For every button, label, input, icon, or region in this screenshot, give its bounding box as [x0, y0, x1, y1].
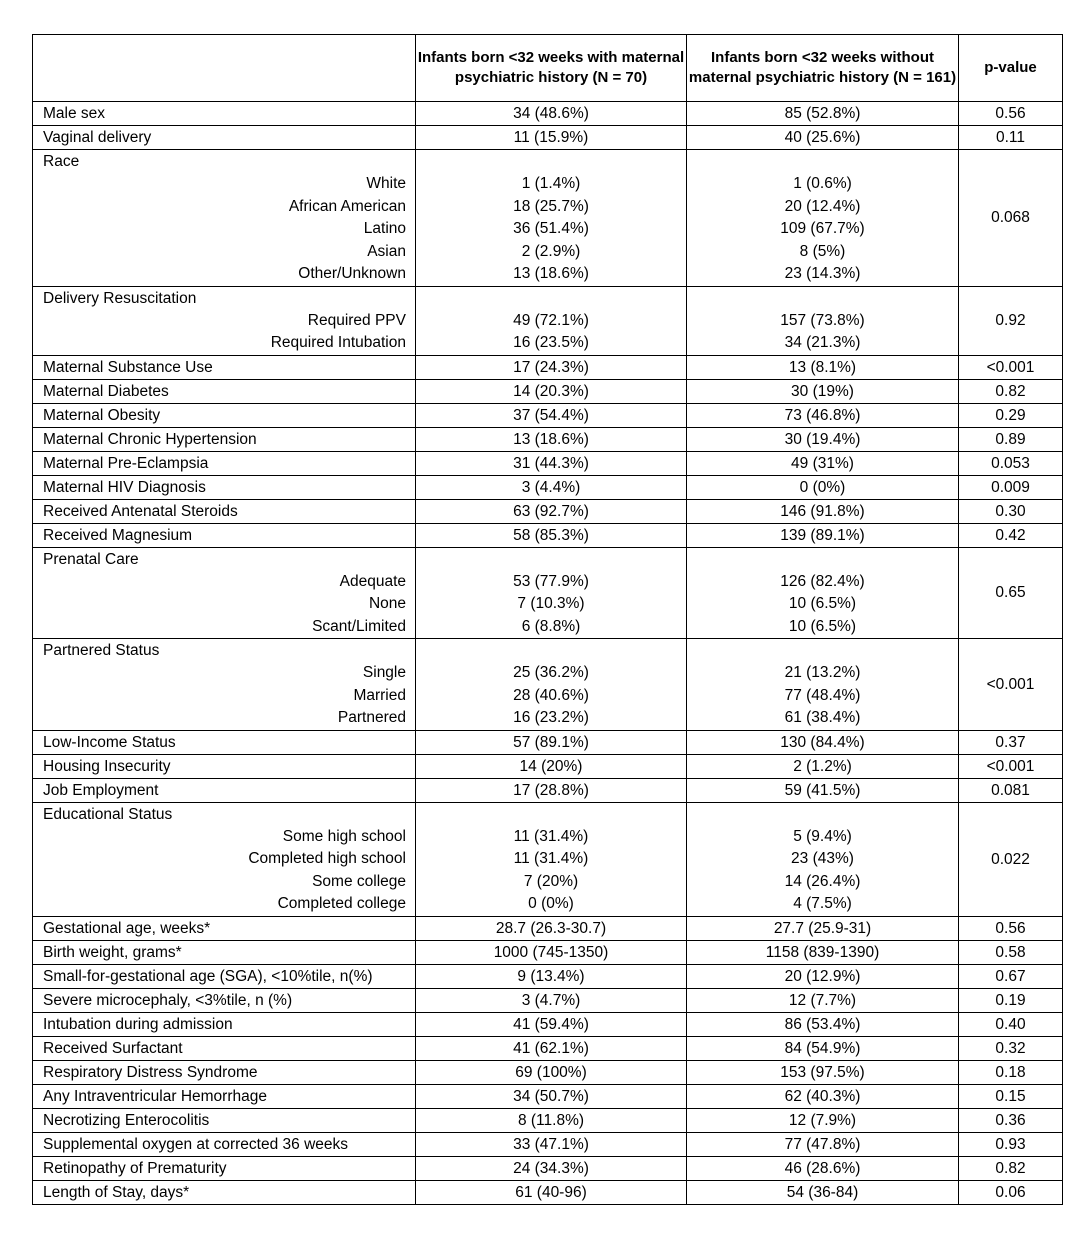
- table-row-group: [33, 547, 1063, 639]
- table-row: [33, 754, 1063, 778]
- table-row: [33, 1036, 1063, 1060]
- subcategory-label: Single: [362, 664, 406, 681]
- p-value-cell: 0.93: [959, 1132, 1063, 1156]
- with-history-cell: 31 (44.3%): [416, 451, 687, 475]
- row-label-cell: Severe microcephaly, <3%tile, n (%): [33, 988, 416, 1012]
- without-history-cell: 86 (53.4%): [687, 1012, 959, 1036]
- without-history-cell: [687, 286, 959, 355]
- p-value-cell: 0.32: [959, 1036, 1063, 1060]
- group-label: Educational Status: [43, 805, 173, 823]
- subcategory-label: African American: [288, 197, 406, 215]
- with-history-cell: 17 (24.3%): [416, 355, 687, 379]
- with-history-value: 16 (23.2%): [513, 709, 589, 726]
- without-history-cell: 46 (28.6%): [687, 1156, 959, 1180]
- without-history-value: 10 (6.5%): [788, 617, 857, 635]
- p-value-cell: 0.068: [959, 150, 1063, 287]
- p-value-cell: 0.009: [959, 475, 1063, 499]
- p-value-cell: <0.001: [959, 639, 1063, 731]
- with-history-cell: 57 (89.1%): [416, 730, 687, 754]
- row-label-cell: Maternal Pre-Eclampsia: [33, 451, 416, 475]
- row-label-cell: Length of Stay, days*: [33, 1180, 416, 1204]
- without-history-cell: 2 (1.2%): [687, 754, 959, 778]
- without-history-value: 14 (26.4%): [784, 872, 861, 890]
- without-history-cell: 62 (40.3%): [687, 1084, 959, 1108]
- row-label-cell: Intubation during admission: [33, 1012, 416, 1036]
- row-label-cell: [33, 547, 416, 639]
- group-spacer: [416, 150, 686, 173]
- without-history-cell: 12 (7.7%): [687, 988, 959, 1012]
- with-history-cell: 37 (54.4%): [416, 403, 687, 427]
- table-row: [33, 499, 1063, 523]
- without-history-cell: 85 (52.8%): [687, 102, 959, 126]
- group-spacer: [416, 639, 686, 662]
- without-history-cell: [687, 547, 959, 639]
- without-history-cell: 30 (19.4%): [687, 427, 959, 451]
- group-spacer: [687, 639, 958, 662]
- header-empty-cell: [33, 35, 416, 102]
- p-value-cell: 0.11: [959, 126, 1063, 150]
- table-row: [33, 475, 1063, 499]
- table-row: [33, 1012, 1063, 1036]
- group-spacer: [416, 287, 686, 310]
- with-history-value: 7 (10.3%): [517, 595, 585, 612]
- p-value-cell: 0.15: [959, 1084, 1063, 1108]
- without-history-cell: 49 (31%): [687, 451, 959, 475]
- p-value-cell: <0.001: [959, 355, 1063, 379]
- row-label-cell: [33, 639, 416, 731]
- with-history-value: 53 (77.9%): [513, 572, 589, 590]
- p-value-cell: 0.56: [959, 916, 1063, 940]
- p-value-cell: 0.89: [959, 427, 1063, 451]
- subcategory-label: Adequate: [339, 572, 406, 590]
- row-label-cell: Job Employment: [33, 778, 416, 802]
- row-label-cell: Gestational age, weeks*: [33, 916, 416, 940]
- without-history-value: 4 (7.5%): [793, 895, 852, 912]
- subcategory-label: Latino: [363, 220, 406, 237]
- without-history-cell: 20 (12.9%): [687, 964, 959, 988]
- without-history-cell: 54 (36-84): [687, 1180, 959, 1204]
- with-history-value: 25 (36.2%): [513, 664, 589, 681]
- without-history-value: 126 (82.4%): [780, 572, 865, 590]
- with-history-cell: [416, 547, 687, 639]
- with-history-cell: 69 (100%): [416, 1060, 687, 1084]
- without-history-cell: [687, 150, 959, 287]
- with-history-cell: 8 (11.8%): [416, 1108, 687, 1132]
- table-row: [33, 427, 1063, 451]
- header-row: [33, 35, 1063, 102]
- table-row: [33, 1132, 1063, 1156]
- without-history-value: 21 (13.2%): [784, 664, 861, 681]
- p-value-cell: 0.37: [959, 730, 1063, 754]
- without-history-value: 157 (73.8%): [780, 311, 865, 329]
- row-label-cell: Retinopathy of Prematurity: [33, 1156, 416, 1180]
- p-value-cell: 0.82: [959, 379, 1063, 403]
- without-history-value: 10 (6.5%): [788, 595, 857, 612]
- without-history-value: 1 (0.6%): [793, 175, 852, 192]
- without-history-value: 23 (43%): [791, 850, 854, 867]
- with-history-value: 36 (51.4%): [513, 220, 589, 237]
- without-history-cell: 12 (7.9%): [687, 1108, 959, 1132]
- p-value-cell: 0.18: [959, 1060, 1063, 1084]
- subcategory-label: None: [368, 595, 406, 612]
- without-history-cell: 73 (46.8%): [687, 403, 959, 427]
- group-spacer: [687, 287, 958, 310]
- with-history-cell: 41 (59.4%): [416, 1012, 687, 1036]
- without-history-cell: 84 (54.9%): [687, 1036, 959, 1060]
- with-history-cell: 24 (34.3%): [416, 1156, 687, 1180]
- with-history-value: 11 (31.4%): [513, 827, 589, 845]
- row-label-cell: Received Magnesium: [33, 523, 416, 547]
- without-history-cell: 153 (97.5%): [687, 1060, 959, 1084]
- p-value-cell: 0.92: [959, 286, 1063, 355]
- table-row-group: [33, 639, 1063, 731]
- table-row: [33, 940, 1063, 964]
- with-history-cell: 3 (4.4%): [416, 475, 687, 499]
- p-value-cell: 0.56: [959, 102, 1063, 126]
- with-history-cell: 9 (13.4%): [416, 964, 687, 988]
- table-row: [33, 916, 1063, 940]
- subcategory-label: Scant/Limited: [312, 617, 406, 635]
- with-history-value: 13 (18.6%): [513, 265, 589, 282]
- with-history-cell: 14 (20.3%): [416, 379, 687, 403]
- p-value-cell: 0.081: [959, 778, 1063, 802]
- table-row: [33, 355, 1063, 379]
- with-history-cell: [416, 802, 687, 916]
- group-label: Partnered Status: [43, 642, 160, 659]
- row-label-cell: Small-for-gestational age (SGA), <10%tile, n(%): [33, 964, 416, 988]
- p-value-cell: <0.001: [959, 754, 1063, 778]
- group-spacer: [416, 803, 686, 826]
- with-history-cell: 34 (48.6%): [416, 102, 687, 126]
- without-history-cell: 59 (41.5%): [687, 778, 959, 802]
- table-header: [33, 35, 1063, 102]
- p-value-cell: 0.19: [959, 988, 1063, 1012]
- row-label-cell: Maternal Substance Use: [33, 355, 416, 379]
- group-spacer: [687, 150, 958, 173]
- p-value-cell: 0.82: [959, 1156, 1063, 1180]
- without-history-value: 77 (48.4%): [784, 686, 861, 704]
- with-history-cell: 63 (92.7%): [416, 499, 687, 523]
- comparison-table: [32, 34, 1063, 1205]
- subcategory-label: Required Intubation: [270, 334, 406, 351]
- row-label-cell: Maternal Diabetes: [33, 379, 416, 403]
- row-label-cell: Respiratory Distress Syndrome: [33, 1060, 416, 1084]
- table-row: [33, 1060, 1063, 1084]
- with-history-cell: 61 (40-96): [416, 1180, 687, 1204]
- table-row: [33, 126, 1063, 150]
- p-value-cell: 0.022: [959, 802, 1063, 916]
- p-value-cell: 0.67: [959, 964, 1063, 988]
- with-history-cell: 28.7 (26.3-30.7): [416, 916, 687, 940]
- with-history-cell: 13 (18.6%): [416, 427, 687, 451]
- group-spacer: [687, 803, 958, 826]
- without-history-cell: [687, 802, 959, 916]
- table-row: [33, 1156, 1063, 1180]
- without-history-value: 109 (67.7%): [780, 220, 865, 237]
- row-label-cell: [33, 286, 416, 355]
- without-history-value: 61 (38.4%): [784, 709, 861, 726]
- group-label: Prenatal Care: [43, 550, 139, 568]
- row-label-cell: Birth weight, grams*: [33, 940, 416, 964]
- subcategory-label: Asian: [367, 242, 406, 260]
- without-history-value: 5 (9.4%): [793, 827, 852, 845]
- with-history-cell: [416, 150, 687, 287]
- with-history-cell: 14 (20%): [416, 754, 687, 778]
- with-history-cell: 11 (15.9%): [416, 126, 687, 150]
- without-history-cell: 30 (19%): [687, 379, 959, 403]
- row-label-cell: Maternal Chronic Hypertension: [33, 427, 416, 451]
- table-row-group: [33, 150, 1063, 287]
- with-history-value: 7 (20%): [523, 872, 579, 890]
- row-label-cell: Received Antenatal Steroids: [33, 499, 416, 523]
- without-history-cell: 27.7 (25.9-31): [687, 916, 959, 940]
- group-label: Race: [43, 153, 80, 170]
- without-history-cell: 13 (8.1%): [687, 355, 959, 379]
- with-history-cell: 33 (47.1%): [416, 1132, 687, 1156]
- with-history-cell: 58 (85.3%): [416, 523, 687, 547]
- without-history-cell: 0 (0%): [687, 475, 959, 499]
- table-row-group: [33, 286, 1063, 355]
- p-value-cell: 0.29: [959, 403, 1063, 427]
- with-history-value: 2 (2.9%): [521, 242, 581, 260]
- table-row: [33, 451, 1063, 475]
- row-label-cell: Housing Insecurity: [33, 754, 416, 778]
- with-history-value: 0 (0%): [528, 895, 574, 912]
- p-value-cell: 0.58: [959, 940, 1063, 964]
- row-label-cell: Maternal Obesity: [33, 403, 416, 427]
- row-label-cell: Male sex: [33, 102, 416, 126]
- without-history-cell: 1158 (839-1390): [687, 940, 959, 964]
- with-history-cell: [416, 639, 687, 731]
- row-label-cell: Supplemental oxygen at corrected 36 weeks: [33, 1132, 416, 1156]
- subcategory-label: Partnered: [337, 709, 406, 726]
- table-row: [33, 379, 1063, 403]
- table-row: [33, 1084, 1063, 1108]
- with-history-cell: 1000 (745-1350): [416, 940, 687, 964]
- table-row-group: [33, 802, 1063, 916]
- p-value-cell: 0.36: [959, 1108, 1063, 1132]
- row-label-cell: Low-Income Status: [33, 730, 416, 754]
- without-history-cell: 40 (25.6%): [687, 126, 959, 150]
- with-history-value: 11 (31.4%): [513, 850, 589, 867]
- subcategory-label: Other/Unknown: [298, 265, 406, 282]
- without-history-cell: 130 (84.4%): [687, 730, 959, 754]
- with-history-value: 28 (40.6%): [513, 686, 589, 704]
- p-value-cell: 0.65: [959, 547, 1063, 639]
- table-row: [33, 1108, 1063, 1132]
- row-label-cell: [33, 150, 416, 287]
- row-label-cell: Received Surfactant: [33, 1036, 416, 1060]
- without-history-value: 34 (21.3%): [784, 334, 861, 351]
- without-history-value: 23 (14.3%): [784, 265, 861, 282]
- table-row: [33, 730, 1063, 754]
- without-history-cell: 139 (89.1%): [687, 523, 959, 547]
- p-value-cell: 0.06: [959, 1180, 1063, 1204]
- table-row: [33, 523, 1063, 547]
- p-value-cell: 0.053: [959, 451, 1063, 475]
- group-spacer: [416, 548, 686, 571]
- header-without-history: Infants born <32 weeks without maternal psychiatric history (N = 161): [687, 35, 959, 102]
- with-history-value: 6 (8.8%): [521, 617, 581, 635]
- p-value-cell: 0.42: [959, 523, 1063, 547]
- subcategory-label: White: [366, 175, 406, 192]
- with-history-value: 49 (72.1%): [513, 311, 589, 329]
- p-value-cell: 0.40: [959, 1012, 1063, 1036]
- row-label-cell: Necrotizing Enterocolitis: [33, 1108, 416, 1132]
- subcategory-label: Completed college: [277, 895, 406, 912]
- table-body: [33, 102, 1063, 1205]
- with-history-cell: 41 (62.1%): [416, 1036, 687, 1060]
- without-history-cell: 77 (47.8%): [687, 1132, 959, 1156]
- subcategory-label: Married: [353, 686, 406, 704]
- subcategory-label: Some college: [312, 872, 406, 890]
- subcategory-label: Some high school: [282, 827, 406, 845]
- row-label-cell: [33, 802, 416, 916]
- table-row: [33, 403, 1063, 427]
- subcategory-label: Required PPV: [307, 311, 406, 329]
- without-history-value: 20 (12.4%): [784, 197, 861, 215]
- with-history-cell: 34 (50.7%): [416, 1084, 687, 1108]
- table-row: [33, 778, 1063, 802]
- row-label-cell: Any Intraventricular Hemorrhage: [33, 1084, 416, 1108]
- without-history-value: 8 (5%): [799, 242, 846, 260]
- with-history-cell: [416, 286, 687, 355]
- with-history-value: 18 (25.7%): [513, 197, 589, 215]
- header-p-value: p-value: [959, 35, 1063, 102]
- with-history-value: 1 (1.4%): [521, 175, 581, 192]
- p-value-cell: 0.30: [959, 499, 1063, 523]
- table-row: [33, 102, 1063, 126]
- with-history-cell: 3 (4.7%): [416, 988, 687, 1012]
- header-with-history: Infants born <32 weeks with maternal psychiatric history (N = 70): [416, 35, 687, 102]
- without-history-cell: [687, 639, 959, 731]
- table-row: [33, 988, 1063, 1012]
- table-row: [33, 964, 1063, 988]
- table-row: [33, 1180, 1063, 1204]
- without-history-cell: 146 (91.8%): [687, 499, 959, 523]
- row-label-cell: Maternal HIV Diagnosis: [33, 475, 416, 499]
- group-spacer: [687, 548, 958, 571]
- with-history-cell: 17 (28.8%): [416, 778, 687, 802]
- row-label-cell: Vaginal delivery: [33, 126, 416, 150]
- with-history-value: 16 (23.5%): [513, 334, 589, 351]
- subcategory-label: Completed high school: [248, 850, 406, 867]
- group-label: Delivery Resuscitation: [43, 289, 197, 307]
